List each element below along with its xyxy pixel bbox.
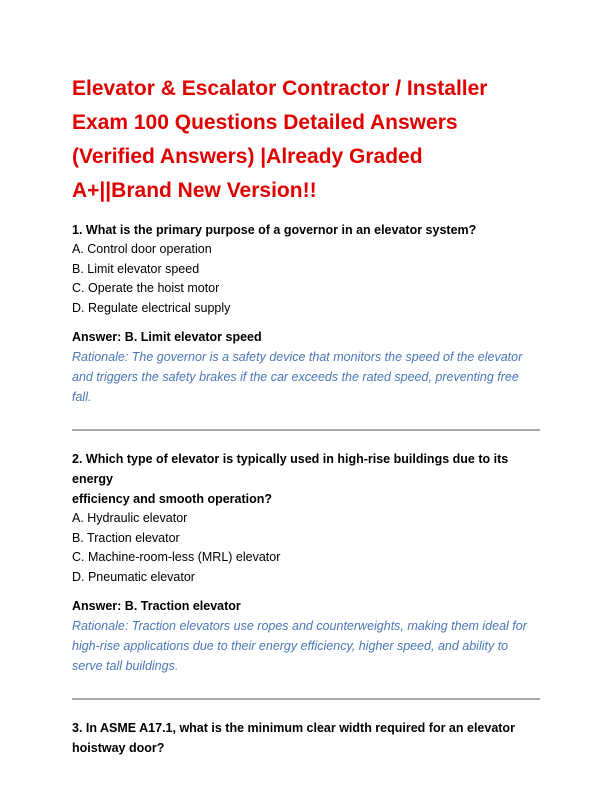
rationale-line: Rationale: Traction elevators use ropes and counterweights, making them ideal for bbox=[72, 618, 527, 633]
option-d: D. Pneumatic elevator bbox=[72, 569, 195, 584]
rationale-text bbox=[72, 616, 540, 676]
options-list bbox=[72, 509, 540, 588]
section-divider bbox=[72, 429, 540, 431]
option-a: A. Control door operation bbox=[72, 242, 212, 256]
rationale-line: fall. bbox=[72, 389, 92, 404]
rationale-line: serve tall buildings. bbox=[72, 658, 179, 673]
answer-text: Answer: B. Limit elevator speed bbox=[72, 329, 262, 344]
question-text bbox=[72, 220, 540, 240]
question-text bbox=[72, 449, 540, 509]
question-line: 3. In ASME A17.1, what is the minimum clear width required for an elevator bbox=[72, 720, 515, 735]
question-block-2 bbox=[72, 449, 540, 676]
option-d: D. Regulate electrical supply bbox=[72, 301, 231, 316]
question-block-1 bbox=[72, 220, 540, 407]
rationale-line: Rationale: The governor is a safety device that monitors the speed of the elevator bbox=[72, 349, 523, 364]
rationale-line: and triggers the safety brakes if the car exceeds the rated speed, preventing free bbox=[72, 369, 519, 384]
answer-text: Answer: B. Traction elevator bbox=[72, 598, 241, 613]
rationale-text bbox=[72, 347, 540, 407]
options-list bbox=[72, 240, 540, 319]
question-line: efficiency and smooth operation? bbox=[72, 491, 273, 506]
title-line: Exam 100 Questions Detailed Answers bbox=[72, 111, 458, 134]
title-line: (Verified Answers) |Already Graded bbox=[72, 145, 423, 168]
question-block-3 bbox=[72, 718, 540, 758]
document-title bbox=[72, 72, 540, 208]
document-page bbox=[72, 72, 540, 758]
option-a: A. Hydraulic elevator bbox=[72, 510, 188, 525]
option-c: C. Operate the hoist motor bbox=[72, 281, 220, 296]
section-divider bbox=[72, 698, 540, 700]
option-c: C. Machine-room-less (MRL) elevator bbox=[72, 550, 281, 565]
rationale-line: high-rise applications due to their energy efficiency, higher speed, and ability to bbox=[72, 638, 509, 653]
option-b: B. Traction elevator bbox=[72, 530, 180, 545]
question-line: hoistway door? bbox=[72, 740, 165, 755]
title-line: A+||Brand New Version!! bbox=[72, 179, 317, 202]
question-text bbox=[72, 718, 540, 758]
question-line: 2. Which type of elevator is typically used in high-rise buildings due to its energy bbox=[72, 451, 509, 486]
question-line: 1. What is the primary purpose of a governor in an elevator system? bbox=[72, 223, 477, 237]
title-line: Elevator & Escalator Contractor / Installer bbox=[72, 77, 488, 100]
option-b: B. Limit elevator speed bbox=[72, 261, 200, 276]
